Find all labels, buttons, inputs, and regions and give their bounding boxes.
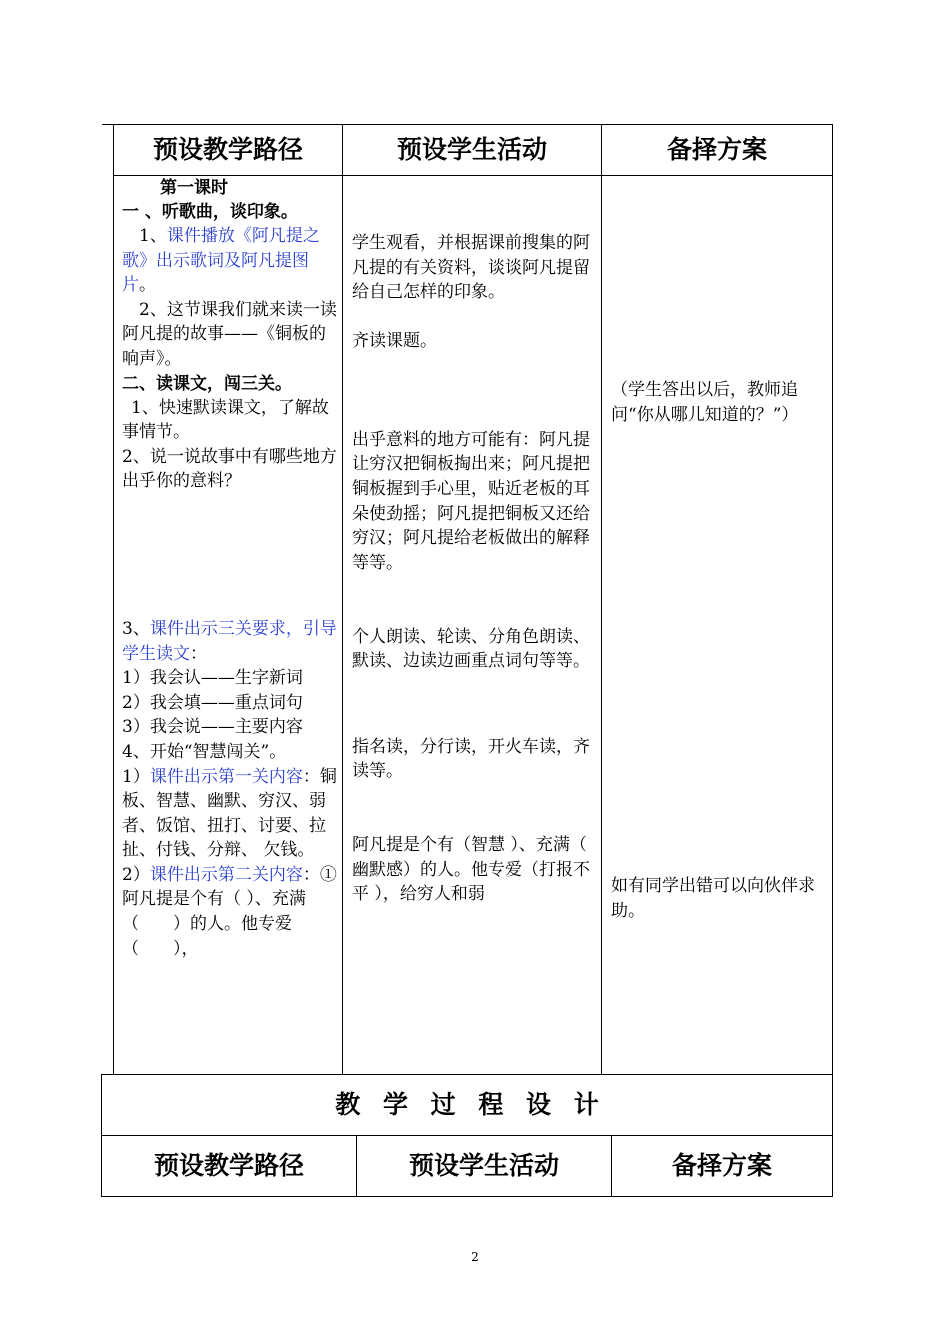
table2-top-border xyxy=(101,1074,833,1075)
table2-header-teaching-path: 预设教学路径 xyxy=(153,1151,304,1180)
table1-col-divider-2 xyxy=(601,124,602,1074)
courseware-link-1: 课件播放《阿凡提之歌》出示歌词及阿凡提图片 xyxy=(122,226,320,296)
requirement-2: 2）我会填——重点词句 xyxy=(122,692,303,713)
alternative-plan-note-2: 如有同学出错可以向伙伴求助。 xyxy=(611,876,815,921)
table2-title: 教 学 过 程 设 计 xyxy=(335,1090,599,1119)
teaching-path-cell xyxy=(122,176,338,961)
table2-header-student-activity: 预设学生活动 xyxy=(408,1151,559,1180)
courseware-link-level-1: 课件出示第一关内容 xyxy=(149,766,303,787)
table1-header-alternative-plan: 备择方案 xyxy=(666,135,767,164)
table2-bottom-border xyxy=(101,1196,833,1197)
table2-right-border xyxy=(832,1074,833,1197)
alternative-plan-note-1: （学生答出以后，教师追问“你从哪儿知道的？”） xyxy=(611,380,799,425)
table1-left-border xyxy=(113,124,114,1074)
table1-header-student-activity: 预设学生活动 xyxy=(396,135,547,164)
step-2-1: 1、快速默读课文，了解故事情节。 xyxy=(122,397,329,443)
step-2-2: 2、说一说故事中有哪些地方出乎你的意料？ xyxy=(122,446,337,492)
section-1-heading: 一 、听歌曲，谈印象。 xyxy=(122,202,298,222)
activity-1: 学生观看，并根据课前搜集的阿凡提的有关资料，谈谈阿凡提留给自己怎样的印象。 xyxy=(352,233,590,303)
activity-6: 阿凡提是个有（智慧 ）、充满（ 幽默感）的人。他专爱（打报不平 ），给穷人和弱 xyxy=(352,835,590,905)
section-2-heading: 二、读课文，闯三关。 xyxy=(122,373,292,394)
step-1: 1、课件播放《阿凡提之歌》出示歌词及阿凡提图片。 xyxy=(122,226,320,296)
student-activity-cell xyxy=(352,231,592,907)
step-3: 3、课件出示三关要求，引导学生读文： xyxy=(122,618,337,664)
page-number: 2 xyxy=(471,1250,479,1264)
courseware-link-3: 课件出示三关要求，引导学生读文 xyxy=(122,618,337,664)
table1-right-border xyxy=(832,124,833,1074)
activity-2: 齐读课题。 xyxy=(352,331,437,352)
table1-col-divider-1 xyxy=(342,124,343,1074)
table1-top-border xyxy=(113,124,832,125)
table2-header-alternative-plan: 备择方案 xyxy=(671,1151,772,1180)
activity-4: 个人朗读、轮读、分角色朗读、默读、边读边画重点词句等等。 xyxy=(352,626,590,672)
level-1: 1）课件出示第一关内容：铜板、智慧、幽默、穷汉、弱者、饭馆、扭打、讨要、拉扯、付钱、分辩、 欠钱。 xyxy=(122,766,337,861)
table1-header-teaching-path: 预设教学路径 xyxy=(152,135,303,164)
table2-title-divider xyxy=(101,1135,833,1136)
table1-corner-mark xyxy=(102,124,113,125)
requirement-3: 3）我会说——主要内容 xyxy=(122,717,303,738)
lesson-title: 第一课时 xyxy=(160,178,228,198)
activity-3: 出乎意料的地方可能有：阿凡提让穷汉把铜板掏出来；阿凡提把铜板握到手心里，贴近老板的耳朵使劲摇；阿凡提把铜板又还给穷汉；阿凡提给老板做出的解释等等。 xyxy=(352,429,590,573)
step-2: 2、这节课我们就来读一读阿凡提的故事——《铜板的响声》。 xyxy=(122,299,337,369)
level-2: 2）课件出示第二关内容：①阿凡提是个有（ ）、充满（ ）的人。他专爱（ ）， xyxy=(122,864,337,959)
step-4: 4、开始“智慧闯关”。 xyxy=(122,741,287,762)
activity-5: 指名读，分行读，开火车读，齐读等。 xyxy=(352,736,590,782)
courseware-link-level-2: 课件出示第二关内容 xyxy=(149,864,303,885)
requirement-1: 1）我会认——生字新词 xyxy=(122,668,303,689)
